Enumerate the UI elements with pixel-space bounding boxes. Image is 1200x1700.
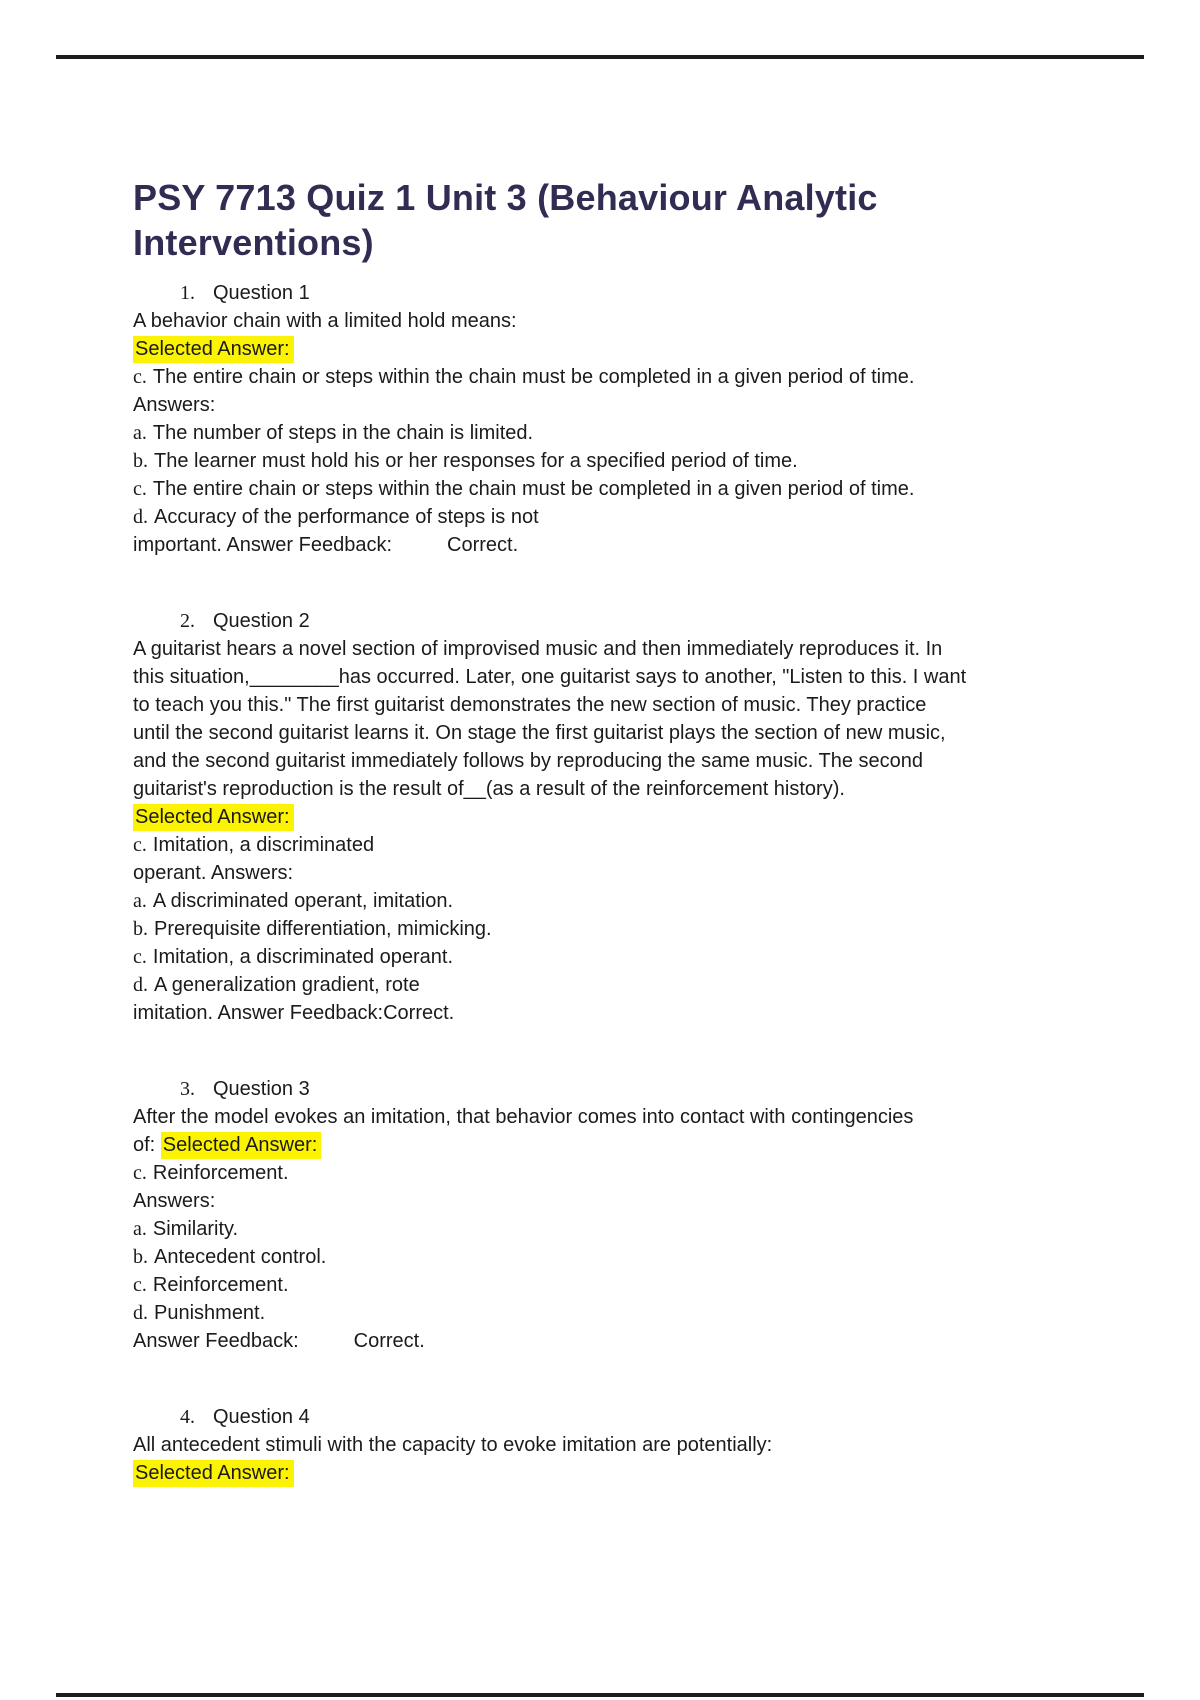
question-line: [133, 915, 1098, 943]
question-line: [133, 691, 1098, 719]
question-line: [133, 503, 1098, 531]
question-line: [133, 307, 1098, 335]
question-title: Question 1: [213, 282, 310, 304]
question-line: [133, 363, 1098, 391]
question-line: [133, 803, 1098, 831]
line-text: this situation,________has occurred. Later, one guitarist says to another, "Listen to this. I want: [133, 666, 967, 688]
question-line: [133, 1327, 1098, 1355]
answer-letter: c.: [133, 478, 147, 500]
answer-letter: a.: [133, 422, 147, 444]
page-title: PSY 7713 Quiz 1 Unit 3 (Behaviour Analytic Interventions): [133, 177, 878, 263]
question-line: [133, 1103, 1098, 1131]
selected-answer-highlight: Selected Answer:: [133, 804, 294, 831]
question-line: [133, 475, 1098, 503]
line-text: The number of steps in the chain is limited.: [152, 422, 534, 444]
line-text: until the second guitarist learns it. On stage the first guitarist plays the section of new music,: [133, 722, 946, 744]
line-text: A behavior chain with a limited hold means:: [133, 310, 517, 332]
question-line: [133, 719, 1098, 747]
line-text: of:: [133, 1134, 161, 1156]
answer-letter: d.: [133, 1302, 148, 1324]
answer-letter: a.: [133, 1218, 147, 1240]
line-text: A generalization gradient, rote: [154, 974, 420, 996]
question-line: [133, 747, 1098, 775]
question-line: [133, 1159, 1098, 1187]
question-block-1: [133, 279, 1098, 559]
question-line: [133, 943, 1098, 971]
line-text: Reinforcement.: [152, 1274, 289, 1296]
answer-letter: c.: [133, 1274, 147, 1296]
answer-letter: b.: [133, 1246, 148, 1268]
answer-letter: a.: [133, 890, 147, 912]
line-text: A discriminated operant, imitation.: [152, 890, 454, 912]
question-line: [133, 999, 1098, 1027]
question-header: [133, 1403, 1098, 1431]
line-text: Imitation, a discriminated operant.: [152, 946, 454, 968]
answer-letter: c.: [133, 366, 147, 388]
answer-letter: c.: [133, 1162, 147, 1184]
question-title: Question 2: [213, 610, 310, 632]
question-line: [133, 1271, 1098, 1299]
question-line: [133, 859, 1098, 887]
answer-letter: b.: [133, 918, 148, 940]
question-number: 4.: [180, 1406, 195, 1428]
line-text: guitarist's reproduction is the result of__(as a result of the reinforcement history).: [133, 778, 845, 800]
question-line: [133, 1299, 1098, 1327]
question-line: [133, 391, 1098, 419]
question-line: [133, 1131, 1098, 1159]
answer-letter: c.: [133, 834, 147, 856]
line-text: important. Answer Feedback:: [133, 534, 393, 556]
question-line: [133, 1243, 1098, 1271]
document-content: [133, 175, 1098, 1487]
line-text: and the second guitarist immediately follows by reproducing the same music. The second: [133, 750, 924, 772]
line-text: to teach you this." The first guitarist demonstrates the new section of music. They practice: [133, 694, 927, 716]
line-text: Similarity.: [152, 1218, 239, 1240]
line-text: The learner must hold his or her responses for a specified period of time.: [154, 450, 798, 472]
question-line: [133, 531, 1098, 559]
feedback-result: Correct.: [447, 534, 519, 556]
question-line: [133, 663, 1098, 691]
line-text: operant. Answers:: [133, 862, 294, 884]
line-text: Punishment.: [154, 1302, 266, 1324]
line-text: All antecedent stimuli with the capacity to evoke imitation are potentially:: [133, 1434, 773, 1456]
line-text: Antecedent control.: [154, 1246, 327, 1268]
question-title: Question 4: [213, 1406, 310, 1428]
line-text: Accuracy of the performance of steps is not: [154, 506, 539, 528]
question-block-3: [133, 1075, 1098, 1355]
top-rule: [56, 55, 1144, 59]
line-text: imitation. Answer Feedback:Correct.: [133, 1002, 455, 1024]
question-header: [133, 607, 1098, 635]
question-line: [133, 1215, 1098, 1243]
answer-letter: d.: [133, 506, 148, 528]
line-text: A guitarist hears a novel section of improvised music and then immediately reproduces it. In: [133, 638, 943, 660]
question-line: [133, 419, 1098, 447]
question-block-4: [133, 1403, 1098, 1487]
line-text: Answers:: [133, 394, 216, 416]
question-header: [133, 1075, 1098, 1103]
answer-letter: d.: [133, 974, 148, 996]
question-title: Question 3: [213, 1078, 310, 1100]
selected-answer-highlight: Selected Answer:: [133, 336, 294, 363]
line-text: Imitation, a discriminated: [152, 834, 375, 856]
question-number: 3.: [180, 1078, 195, 1100]
answer-letter: c.: [133, 946, 147, 968]
line-text: The entire chain or steps within the chain must be completed in a given period of time.: [152, 478, 915, 500]
line-text: Reinforcement.: [152, 1162, 289, 1184]
question-line: [133, 1431, 1098, 1459]
feedback-result: Correct.: [353, 1330, 425, 1352]
question-line: [133, 887, 1098, 915]
question-number: 2.: [180, 610, 195, 632]
question-line: [133, 1187, 1098, 1215]
question-line: [133, 775, 1098, 803]
question-header: [133, 279, 1098, 307]
question-line: [133, 831, 1098, 859]
line-text: Prerequisite differentiation, mimicking.: [154, 918, 492, 940]
question-number: 1.: [180, 282, 195, 304]
bottom-rule: [56, 1693, 1144, 1697]
question-line: [133, 447, 1098, 475]
question-line: [133, 1459, 1098, 1487]
line-text: Answers:: [133, 1190, 216, 1212]
line-text: The entire chain or steps within the chain must be completed in a given period of time.: [152, 366, 915, 388]
line-text: After the model evokes an imitation, that behavior comes into contact with contingencies: [133, 1106, 914, 1128]
question-block-2: [133, 607, 1098, 1027]
question-line: [133, 635, 1098, 663]
question-line: [133, 971, 1098, 999]
selected-answer-highlight: Selected Answer:: [161, 1132, 322, 1159]
answer-letter: b.: [133, 450, 148, 472]
selected-answer-highlight: Selected Answer:: [133, 1460, 294, 1487]
line-text: Answer Feedback:: [133, 1330, 299, 1352]
question-line: [133, 335, 1098, 363]
